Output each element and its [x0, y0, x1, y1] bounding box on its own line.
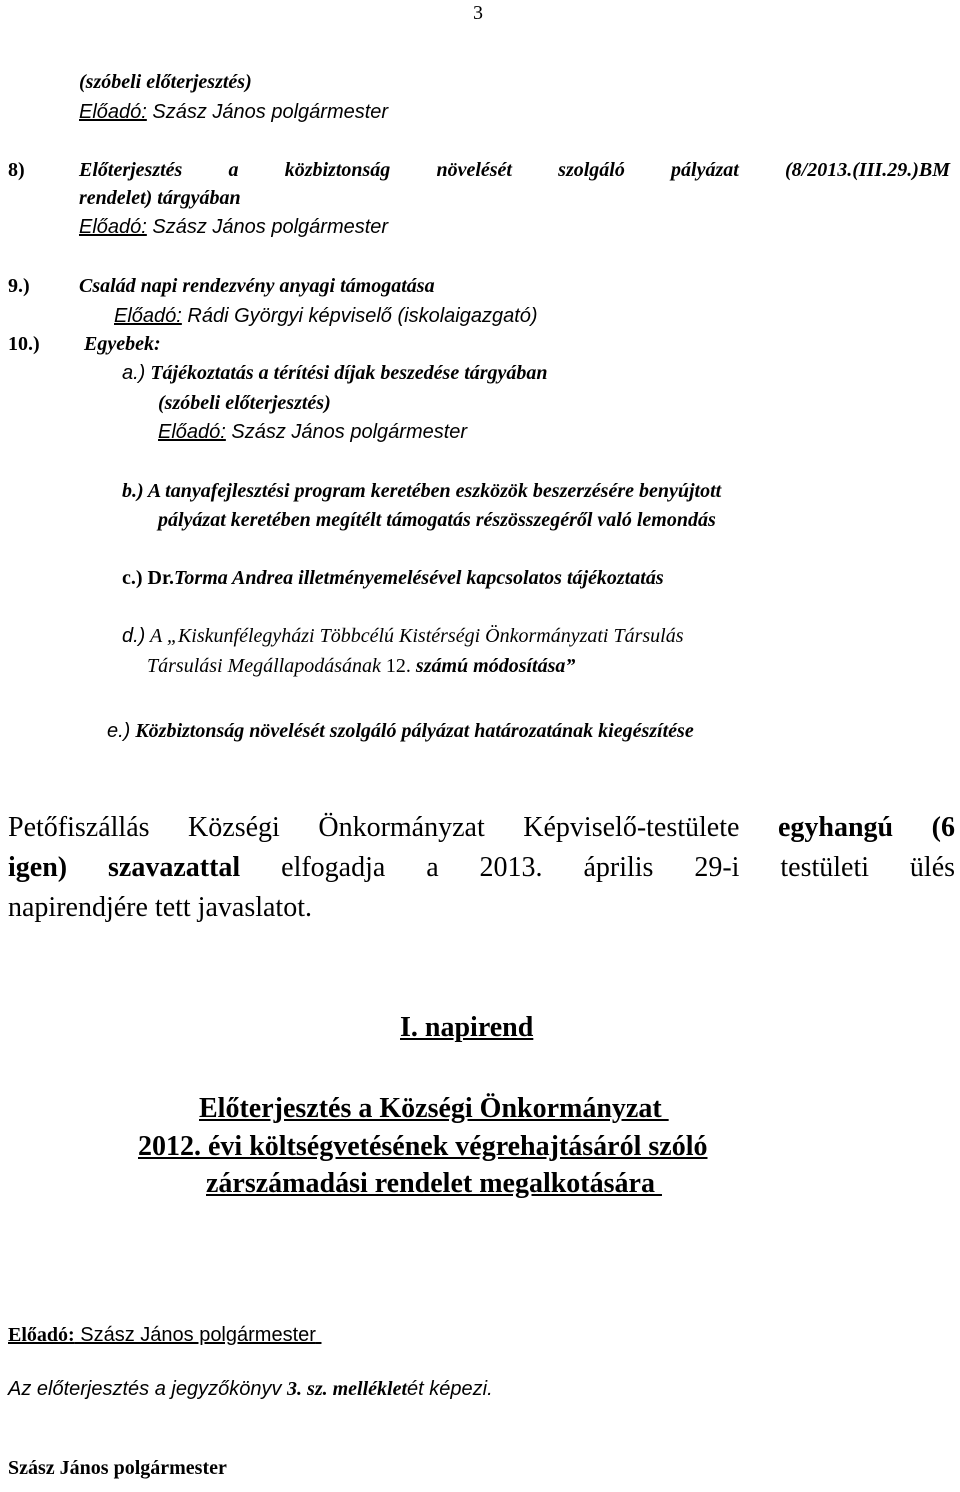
item8-number: 8): [8, 159, 25, 181]
item10b-line2: pályázat keretében megítélt támogatás részösszegéről való lemondás: [158, 509, 716, 531]
annex-text-b: 3. sz. melléklet: [287, 1378, 408, 1400]
item10d-text2b: számú módosítása”: [410, 655, 576, 677]
item8-eloado: [79, 213, 388, 241]
item10c-text: Torma Andrea illetményemelésével kapcsolatos tájékoztatás: [174, 567, 664, 589]
item10d-line2: [147, 652, 575, 680]
footer-annex: [8, 1375, 493, 1403]
eloado-label: Előadó:: [8, 1324, 75, 1346]
item10e-title: [107, 717, 694, 745]
item10c-title: [122, 564, 664, 592]
item10a-title: [122, 359, 548, 387]
item10a-letter: a.): [122, 362, 146, 384]
annex-text-a: Az előterjesztés a jegyzőkönyv: [8, 1378, 288, 1400]
item10d-letter: d.): [122, 625, 146, 647]
item10e-text: Közbiztonság növelését szolgáló pályázat határozatának kiegészítése: [130, 720, 694, 742]
eloado-name: Szász János polgármester: [74, 1324, 316, 1346]
item10b-letter: b.): [122, 480, 144, 502]
item9-number: 9.): [8, 275, 30, 297]
item10a-eloado: [158, 418, 467, 446]
eloado-label: Előadó:: [79, 216, 147, 238]
resolution-line2: [8, 848, 955, 888]
resolution-text2: elfogadja a 2013. április 29-i testületi ülés: [281, 852, 956, 883]
item10d-text2a: Társulási Megállapodásának: [147, 655, 386, 677]
item8-line2: rendelet) tárgyában: [79, 187, 241, 209]
eloado-label: Előadó:: [79, 101, 147, 123]
item10a-text: Tájékoztatás a térítési díjak beszedése tárgyában: [145, 362, 548, 384]
page-number: 3: [473, 2, 483, 24]
footer-eloado: [8, 1321, 321, 1349]
item10a-szobeli: (szóbeli előterjesztés): [158, 392, 331, 414]
item10b-text: A tanyafejlesztési program keretében eszközök beszerzésére benyújtott: [143, 480, 722, 502]
intro-szobeli: (szóbeli előterjesztés): [79, 71, 252, 93]
resolution-bold1: egyhangú (6: [777, 812, 955, 843]
item10d-text: A „Kiskunfélegyházi Többcélú Kistérségi Önkormányzati Társulás: [145, 625, 684, 647]
eloado-label: Előadó:: [114, 305, 182, 327]
eloado-name: Rádi Györgyi képviselő (iskolaigazgató): [181, 305, 538, 327]
agenda-title-3: zárszámadási rendelet megalkotására: [206, 1168, 662, 1199]
agenda-title-2: 2012. évi költségvetésének végrehajtásáról szóló: [138, 1131, 708, 1162]
eloado-name: Szász János polgármester: [225, 421, 468, 443]
resolution-bold2: igen): [8, 852, 68, 883]
eloado-name: Szász János polgármester: [146, 216, 389, 238]
resolution-bold3: szavazattal: [108, 852, 241, 883]
eloado-label: Előadó:: [158, 421, 226, 443]
resolution-line3: napirendjére tett javaslatot.: [8, 892, 312, 923]
item10b-line1: [122, 477, 721, 505]
resolution-line1: [8, 808, 955, 848]
annex-text-c: ét: [407, 1378, 424, 1400]
item10c-dr: Dr.: [142, 567, 175, 589]
item8-line1: Előterjesztés a közbiztonság növelését szolgáló pályázat (8/2013.(III.29.)BM: [79, 159, 950, 181]
item10d-line1: [122, 622, 684, 650]
item10d-num: 12.: [385, 655, 411, 677]
eloado-name: Szász János polgármester: [146, 101, 389, 123]
footer-signature: Szász János polgármester: [8, 1457, 227, 1479]
item9-eloado: [114, 302, 538, 330]
item10c-letter: c.): [122, 567, 143, 589]
intro-eloado: [79, 98, 388, 126]
item9-title: Család napi rendezvény anyagi támogatása: [79, 275, 435, 297]
item10-number: 10.): [8, 333, 40, 355]
item10e-letter: e.): [107, 720, 131, 742]
agenda-heading: I. napirend: [400, 1012, 534, 1043]
item10-title: Egyebek:: [84, 333, 161, 355]
annex-text-d: képezi.: [423, 1378, 493, 1400]
resolution-text1: Petőfiszállás Községi Önkormányzat Képviselő-testülete: [8, 812, 778, 843]
agenda-title-1: Előterjesztés a Községi Önkormányzat: [199, 1093, 669, 1124]
